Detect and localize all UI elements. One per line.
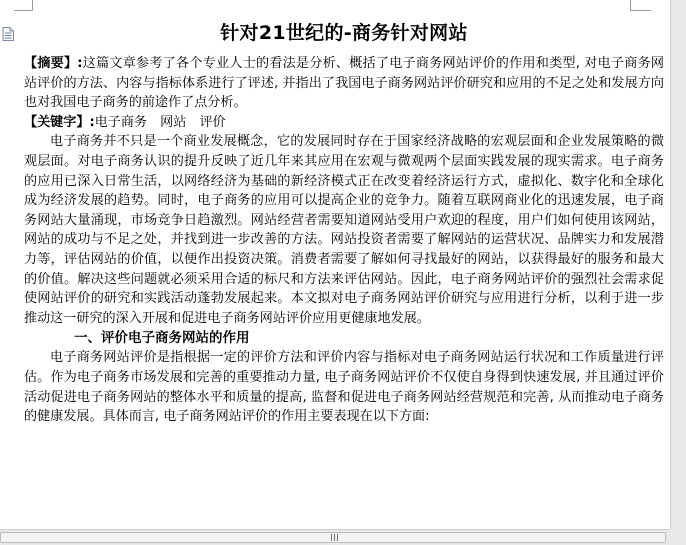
page-corner-mark-right xyxy=(630,0,651,11)
page-corner-mark-left xyxy=(14,0,33,11)
section-paragraph: 电子商务网站评价是指根据一定的评价方法和评价内容与指标对电子商务网站运行状况和工作质量进行评估。作为电子商务市场发展和完善的重要推动力量, 电子商务网站评价不仅使自身得到快速发展, 并且通过评价活动促进电子商务网站的整体水平和质量的提高, 监督和促进电子商务网站经营规范和完善, 从而推动电子商务的健康发展。具体而言, 电子商务网站评价的作用主要表现在以下方面: xyxy=(24,350,664,425)
grip-icon xyxy=(331,534,339,541)
keywords-text: 电子商务 网站 评价 xyxy=(94,114,226,130)
keywords-label: 【关键字】: xyxy=(24,114,95,130)
horizontal-scroll-thumb[interactable] xyxy=(0,532,666,543)
section-heading: 一、评价电子商务网站的作用 xyxy=(74,330,250,347)
document-title: 针对21世纪的-商务针对网站 xyxy=(220,22,468,44)
document-page xyxy=(24,14,664,427)
abstract-paragraph xyxy=(24,54,664,113)
keywords-paragraph xyxy=(24,113,664,133)
vertical-scrollbar[interactable] xyxy=(670,0,686,529)
abstract-text: 这篇文章参考了各个专业人士的看法是分析、概括了电子商务网站评价的作用和类型, 对电子商务网站评价的方法、内容与指标体系进行了评述, 并指出了我国电子商务网站评价研究和应用的不足之处和发展方向也对我国电子商务的前途作了点分析。 xyxy=(24,56,664,111)
intro-paragraph: 电子商务并不只是一个商业发展概念，它的发展同时存在于国家经济战略的宏观层面和企业发展策略的微观层面。对电子商务认识的提升反映了近几年来其应用在宏观与微观两个层面实践发展的现实需求。电子商务的应用已深入日常生活，以网络经济为基础的新经济模式正在改变着经济运行方式，虚拟化、数字化和全球化成为经济发展的趋势。同时，电子商务的应用可以提高企业的竞争力。随着互联网商业化的迅速发展，电子商务网站大量涌现，市场竞争日趋激烈。网站经营者需要知道网站受用户欢迎的程度，用户们如何使用该网站，网站的成功与不足之处，并找到进一步改善的方法。网站投资者需要了解网站的运营状况、品牌实力和发展潜力等，评估网站的价值，以便作出投资决策。消费者需要了解如何寻找最好的网站，以获得最好的服务和最大的价值。解决这些问题就必须采用合适的标尺和方法来评估网站。因此，电子商务网站评价的强烈社会需求促使网站评价的研究和实践活动蓬勃发展起来。本文拟对电子商务网站评价研究与应用进行分析，以利于进一步推动这一研究的深入开展和促进电子商务网站评价应用更健康地发展。 xyxy=(24,134,664,326)
horizontal-scrollbar[interactable] xyxy=(0,529,670,545)
document-icon xyxy=(2,27,14,41)
scrollbar-corner xyxy=(670,529,686,545)
abstract-label: 【摘要】: xyxy=(24,56,83,71)
